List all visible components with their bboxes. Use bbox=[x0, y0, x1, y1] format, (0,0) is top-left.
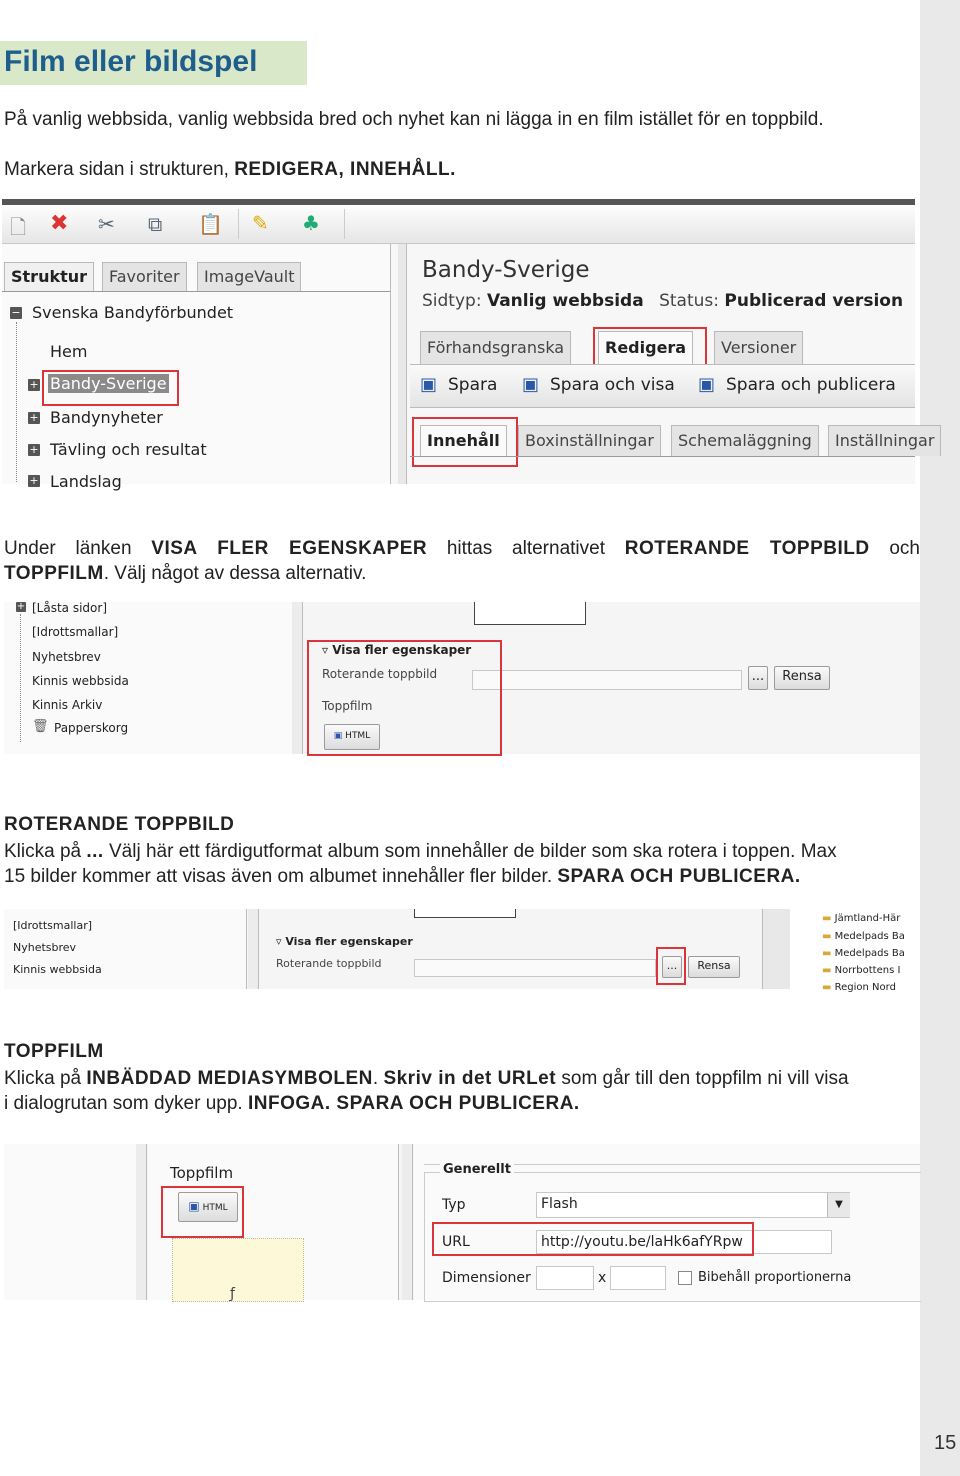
album-tree bbox=[790, 909, 920, 993]
splitter[interactable] bbox=[248, 909, 259, 989]
dimensions-x: x bbox=[598, 1270, 607, 1286]
status-value: Publicerad version bbox=[724, 291, 904, 311]
text: i dialogrutan som dyker upp. bbox=[4, 1093, 248, 1114]
album-item[interactable] bbox=[822, 913, 900, 924]
paragraph-more-props-2 bbox=[4, 561, 366, 586]
delete-icon[interactable]: ✖ bbox=[50, 211, 69, 236]
browse-button[interactable]: ... bbox=[662, 956, 682, 978]
paste-icon[interactable]: 📋 bbox=[198, 212, 223, 236]
toolbar-divider bbox=[344, 209, 345, 239]
album-label: Jämtland-Här bbox=[834, 913, 901, 924]
tab-favoriter[interactable]: Favoriter bbox=[102, 262, 187, 291]
splitter[interactable] bbox=[398, 244, 407, 484]
expand-icon[interactable]: + bbox=[29, 443, 39, 456]
tree-item-landslag[interactable]: Landslag bbox=[50, 472, 122, 491]
splitter[interactable] bbox=[402, 1144, 413, 1300]
text: Klicka på bbox=[4, 1068, 87, 1089]
bold-text: INFOGA. SPARA OCH PUBLICERA. bbox=[247, 1093, 580, 1114]
tab-fragment bbox=[414, 909, 516, 918]
media-placeholder bbox=[172, 1238, 304, 1302]
tab-installningar[interactable]: Inställningar bbox=[828, 425, 941, 456]
clear-button[interactable]: Rensa bbox=[774, 666, 830, 690]
media-icon: ▣ bbox=[188, 1199, 200, 1213]
tree-item[interactable]: [Idrottsmallar] bbox=[13, 919, 93, 932]
tab-redigera[interactable]: Redigera bbox=[598, 331, 693, 364]
properties-panel bbox=[148, 1144, 399, 1300]
album-item[interactable] bbox=[822, 965, 900, 976]
collapse-icon[interactable]: − bbox=[11, 306, 21, 319]
toolbar-divider bbox=[238, 209, 239, 239]
folder-icon: ▬ bbox=[822, 913, 832, 924]
type-label: Typ bbox=[442, 1197, 466, 1213]
highlight-url bbox=[432, 1222, 754, 1256]
structure-panel bbox=[4, 602, 293, 754]
intro-instruction-text: Markera sidan i strukturen, bbox=[4, 159, 235, 180]
keep-ratio-label: Bibehåll proportionerna bbox=[698, 1270, 852, 1285]
album-label: Norrbottens I bbox=[834, 965, 901, 976]
tree-item-bandynyheter[interactable]: Bandynyheter bbox=[50, 408, 163, 427]
page-heading: Bandy-Sverige bbox=[422, 257, 590, 283]
folder-icon: ▬ bbox=[822, 982, 832, 993]
text: 15 bilder kommer att visas även om albumet innehåller fler bilder. bbox=[4, 866, 558, 887]
clear-button[interactable]: Rensa bbox=[688, 956, 740, 978]
screenshot-more-properties bbox=[4, 602, 920, 754]
album-item[interactable] bbox=[822, 948, 905, 959]
text: . Välj något av dessa alternativ. bbox=[103, 563, 367, 584]
bold-text: ROTERANDE TOPPBILD bbox=[624, 538, 870, 559]
tree-item[interactable]: Nyhetsbrev bbox=[13, 941, 77, 954]
html-badge: HTML bbox=[202, 1203, 228, 1213]
section-heading-film: TOPPFILM bbox=[4, 1041, 104, 1062]
tree-root[interactable]: Svenska Bandyförbundet bbox=[32, 303, 234, 322]
film-paragraph-2 bbox=[4, 1091, 580, 1116]
more-properties-link[interactable]: ▿ Visa fler egenskaper bbox=[322, 643, 472, 657]
highlight-embed-media bbox=[161, 1186, 244, 1238]
tree-line bbox=[20, 614, 21, 742]
album-label: Medelpads Ba bbox=[834, 931, 905, 942]
screenshot-media-dialog bbox=[4, 1144, 920, 1300]
film-label: Toppfilm bbox=[170, 1164, 234, 1182]
intro-paragraph: På vanlig webbsida, vanlig webbsida bred och nyhet kan ni lägga in en film istället för en toppbild. bbox=[4, 109, 824, 130]
page-margin-strip bbox=[920, 0, 960, 1476]
tab-innehall[interactable]: Innehåll bbox=[420, 425, 507, 456]
users-icon[interactable]: ♣ bbox=[302, 211, 320, 235]
page-meta bbox=[422, 291, 903, 311]
paragraph-more-props bbox=[4, 536, 920, 561]
text: som går till den toppfilm ni vill visa bbox=[556, 1068, 849, 1089]
save-icon: ▣ bbox=[420, 374, 438, 395]
text: Under länken bbox=[4, 538, 152, 559]
section-heading-rot: ROTERANDE TOPPBILD bbox=[4, 814, 235, 835]
highlight-innehall bbox=[412, 417, 518, 467]
structure-panel bbox=[4, 1144, 137, 1300]
more-properties-label: Visa fler egenskaper bbox=[332, 643, 472, 657]
album-label: Region Nord bbox=[834, 982, 896, 993]
toolbar bbox=[2, 205, 915, 244]
tree-item-hem[interactable]: Hem bbox=[50, 342, 88, 361]
tree-item[interactable]: [Låsta sidor] bbox=[32, 601, 108, 615]
highlight-selected-page bbox=[42, 370, 179, 406]
bold-text: SPARA OCH PUBLICERA. bbox=[557, 866, 801, 887]
publish-icon: ▣ bbox=[698, 374, 716, 395]
tree-item[interactable]: Nyhetsbrev bbox=[32, 650, 101, 664]
expand-icon[interactable]: + bbox=[16, 601, 26, 612]
text: hittas alternativet bbox=[427, 538, 625, 559]
album-item[interactable] bbox=[822, 931, 905, 942]
rot-paragraph-2 bbox=[4, 864, 801, 889]
more-properties-label: Visa fler egenskaper bbox=[285, 935, 413, 948]
structure-panel bbox=[4, 909, 247, 989]
text: Välj här ett färdigutformat album som innehåller de bilder som ska rotera i toppen. Max bbox=[103, 841, 837, 862]
browse-button[interactable]: ... bbox=[748, 666, 768, 690]
tab-struktur[interactable]: Struktur bbox=[4, 262, 94, 291]
dialog-divider bbox=[762, 909, 792, 989]
tree-item[interactable]: Kinnis Arkiv bbox=[32, 698, 103, 712]
tab-schemalaggning[interactable]: Schemaläggning bbox=[671, 425, 819, 456]
tools-icon[interactable]: ✎ bbox=[252, 211, 269, 235]
height-input[interactable] bbox=[610, 1266, 666, 1290]
copy-icon[interactable]: ⧉ bbox=[148, 212, 163, 236]
screenshot-rotating-image bbox=[4, 909, 920, 993]
album-label: Medelpads Ba bbox=[834, 948, 905, 959]
splitter[interactable] bbox=[292, 602, 303, 754]
text: och bbox=[869, 538, 920, 559]
tree-item-tavling[interactable]: Tävling och resultat bbox=[50, 440, 207, 459]
expand-icon[interactable]: + bbox=[29, 378, 39, 391]
film-paragraph-1 bbox=[4, 1066, 849, 1091]
new-page-icon[interactable]: 🗋 bbox=[10, 215, 27, 239]
cut-icon[interactable]: ✂ bbox=[98, 212, 115, 236]
film-label: Toppfilm bbox=[322, 699, 373, 713]
type-select[interactable] bbox=[536, 1192, 850, 1218]
rot-paragraph-1 bbox=[4, 839, 837, 864]
intro-instruction-bold: REDIGERA, INNEHÅLL. bbox=[234, 159, 456, 180]
album-item[interactable] bbox=[822, 982, 896, 993]
screenshot-edit-mode bbox=[2, 199, 935, 491]
folder-icon: ▬ bbox=[822, 965, 832, 976]
folder-icon: ▬ bbox=[822, 931, 832, 942]
splitter[interactable] bbox=[136, 1144, 147, 1300]
tab-fragment bbox=[474, 602, 586, 625]
save-button[interactable]: Spara bbox=[448, 375, 498, 395]
save-and-publish-button[interactable]: Spara och publicera bbox=[726, 375, 896, 395]
sidtyp-label: Sidtyp: bbox=[422, 291, 482, 311]
tree-item-papperskorg[interactable]: Papperskorg bbox=[54, 721, 129, 735]
more-properties-link[interactable]: ▿ Visa fler egenskaper bbox=[276, 935, 413, 948]
rot-label: Roterande toppbild bbox=[276, 957, 382, 970]
group-label: Generellt bbox=[440, 1162, 514, 1177]
bold-text: INBÄDDAD MEDIASYMBOLEN bbox=[86, 1068, 373, 1089]
tree-item-bandy-sverige[interactable]: Bandy-Sverige bbox=[50, 374, 167, 393]
trash-icon: 🗑 bbox=[32, 719, 49, 734]
bold-text: TOPPFILM bbox=[4, 563, 104, 584]
text: Klicka på bbox=[4, 841, 87, 862]
text: . bbox=[372, 1068, 384, 1089]
status-label: Status: bbox=[659, 291, 719, 311]
page-title: Film eller bildspel bbox=[4, 45, 258, 78]
highlight-browse-button bbox=[656, 947, 686, 985]
tree-line bbox=[16, 322, 17, 482]
rot-label: Roterande toppbild bbox=[322, 667, 438, 681]
rot-input[interactable] bbox=[472, 670, 742, 690]
page-number: 15 bbox=[934, 1432, 957, 1454]
tree-item[interactable]: [Idrottsmallar] bbox=[32, 625, 119, 639]
structure-panel bbox=[2, 244, 391, 491]
expand-icon[interactable]: + bbox=[29, 474, 39, 487]
html-badge: HTML bbox=[345, 731, 371, 741]
rot-input[interactable] bbox=[414, 959, 656, 977]
tree-item[interactable]: Kinnis webbsida bbox=[13, 963, 102, 976]
bold-text: VISA FLER EGENSKAPER bbox=[151, 538, 428, 559]
tab-boxinstallningar[interactable]: Boxinställningar bbox=[518, 425, 661, 456]
folder-icon: ▬ bbox=[822, 948, 832, 959]
tab-underline bbox=[410, 456, 915, 457]
tab-imagevault[interactable]: ImageVault bbox=[197, 262, 301, 291]
dimensions-label: Dimensioner bbox=[442, 1270, 531, 1286]
highlight-redigera bbox=[593, 327, 707, 369]
tab-versioner[interactable]: Versioner bbox=[714, 331, 803, 364]
chevron-down-icon[interactable]: ▼ bbox=[827, 1193, 850, 1217]
bold-text: Skriv in det URLet bbox=[383, 1068, 557, 1089]
keep-ratio-checkbox[interactable] bbox=[678, 1271, 692, 1285]
save-view-icon: ▣ bbox=[522, 374, 540, 395]
tab-underline bbox=[2, 291, 390, 292]
width-input[interactable] bbox=[536, 1266, 594, 1290]
url-label: URL bbox=[442, 1234, 470, 1250]
bold-text: ... bbox=[86, 841, 104, 862]
media-dialog bbox=[414, 1144, 920, 1300]
media-icon: ▣ bbox=[333, 731, 343, 741]
flash-icon: ƒ bbox=[230, 1286, 235, 1302]
tree-item[interactable]: Kinnis webbsida bbox=[32, 674, 129, 688]
save-and-view-button[interactable]: Spara och visa bbox=[550, 375, 675, 395]
type-value: Flash bbox=[541, 1196, 578, 1212]
tab-forhandsgranska[interactable]: Förhandsgranska bbox=[420, 331, 571, 364]
intro-instruction bbox=[4, 157, 456, 182]
highlight-more-properties bbox=[307, 640, 502, 756]
expand-icon[interactable]: + bbox=[29, 411, 39, 424]
url-value: http://youtu.be/laHk6afYRpw bbox=[541, 1234, 743, 1250]
action-bar bbox=[410, 364, 915, 408]
sidtyp-value: Vanlig webbsida bbox=[486, 291, 644, 311]
